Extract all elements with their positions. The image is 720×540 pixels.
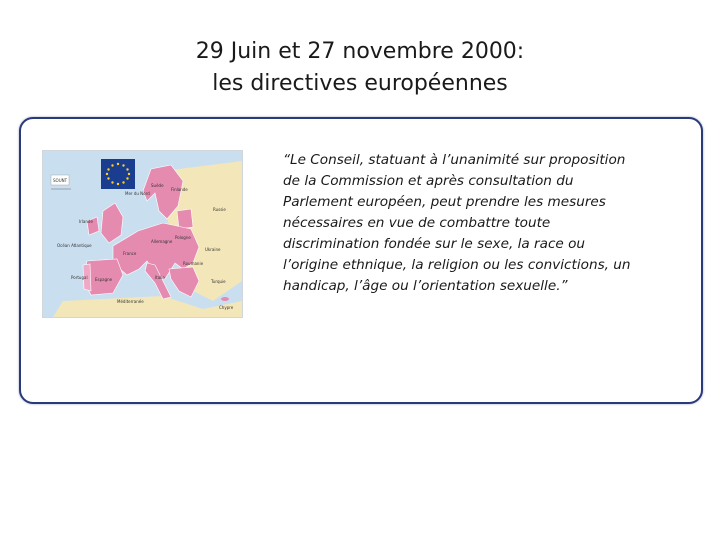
quote-line-3: Parlement européen, peut prendre les mesures — [283, 194, 606, 210]
spain-label: Espagne — [95, 277, 113, 282]
quote-line-4: nécessaires en vue de combattre toute — [283, 215, 551, 231]
romania-label: Roumanie — [183, 261, 204, 266]
quote-line-1: “Le Conseil, statuant à l’unanimité sur proposition — [283, 152, 626, 168]
quote-line-2: de la Commission et après consultation du — [283, 173, 574, 189]
cyprus-shape — [221, 297, 229, 301]
title-line-1: 29 Juin et 27 novembre 2000: — [195, 39, 525, 64]
north-sea-label: Mer du Nord — [125, 191, 150, 196]
portugal-label: Portugal — [71, 275, 88, 280]
finland-label: Finlande — [171, 187, 188, 192]
france-label: France — [123, 251, 137, 256]
baltic-shape — [177, 209, 193, 229]
ukraine-label: Ukraine — [205, 247, 221, 252]
turkey-label: Turquie — [211, 279, 226, 284]
atlantic-label: Océan Atlantique — [57, 243, 92, 248]
poland-label: Pologne — [175, 235, 191, 240]
ireland-label: Irlande — [79, 219, 93, 224]
legend-label: SOUNT — [53, 178, 68, 183]
mediterranean-label: Méditerranée — [117, 299, 144, 304]
europe-map-graphic — [43, 151, 242, 317]
eu-flag-icon — [101, 159, 135, 189]
cyprus-label: Chypre — [219, 305, 234, 310]
quote-line-6: l’origine ethnique, la religion ou les convictions, un — [283, 257, 631, 273]
europe-map — [42, 150, 243, 318]
slide-title — [0, 36, 720, 100]
italy-label: Italie — [155, 275, 165, 280]
sweden-label: Suède — [151, 183, 164, 188]
directive-quote — [283, 150, 683, 297]
germany-label: Allemagne — [151, 239, 173, 244]
title-line-2: les directives européennes — [212, 71, 508, 96]
quote-line-7: handicap, l’âge ou l’orientation sexuelle.” — [283, 278, 568, 294]
quote-line-5: discrimination fondée sur le sexe, la race ou — [283, 236, 586, 252]
russia-label: Russie — [213, 207, 226, 212]
